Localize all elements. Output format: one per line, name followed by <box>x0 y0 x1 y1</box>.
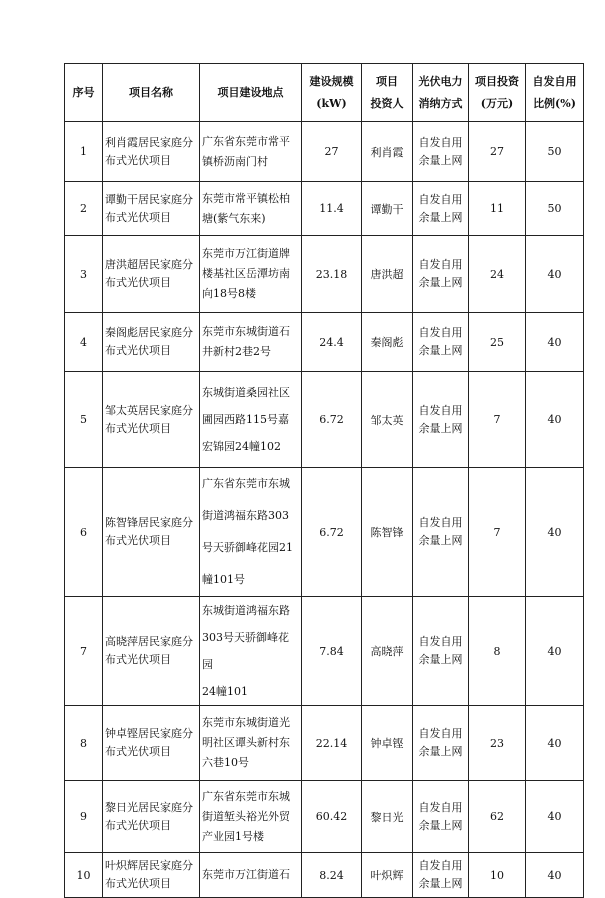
cell-location: 东城街道鸿福东路 303号天骄御峰花园 24幢101 <box>200 597 302 706</box>
cell-name: 邹太英居民家庭分 布式光伏项目 <box>103 372 200 468</box>
cell-seq: 4 <box>65 313 103 372</box>
cell-scale: 22.14 <box>302 706 362 781</box>
cell-investor: 黎日光 <box>362 781 413 853</box>
header-invest: 项目投资 (万元) <box>469 64 526 122</box>
header-row <box>65 64 584 122</box>
table-row <box>65 313 584 372</box>
cell-ratio: 40 <box>526 236 584 313</box>
header-name: 项目名称 <box>103 64 200 122</box>
cell-scale: 11.4 <box>302 182 362 236</box>
table-row <box>65 706 584 781</box>
cell-seq: 7 <box>65 597 103 706</box>
cell-scale: 7.84 <box>302 597 362 706</box>
cell-name: 叶炽辉居民家庭分 布式光伏项目 <box>103 853 200 898</box>
cell-invest: 8 <box>469 597 526 706</box>
cell-invest: 62 <box>469 781 526 853</box>
cell-ratio: 40 <box>526 372 584 468</box>
cell-name: 秦阁彪居民家庭分 布式光伏项目 <box>103 313 200 372</box>
cell-seq: 3 <box>65 236 103 313</box>
cell-location: 东莞市东城街道石 井新村2巷2号 <box>200 313 302 372</box>
cell-investor: 高晓萍 <box>362 597 413 706</box>
cell-invest: 23 <box>469 706 526 781</box>
cell-location: 广东省东莞市东城 街道堑头裕光外贸 产业园1号楼 <box>200 781 302 853</box>
cell-invest: 24 <box>469 236 526 313</box>
cell-investor: 陈智锋 <box>362 468 413 597</box>
header-investor: 项目 投资人 <box>362 64 413 122</box>
project-table <box>64 63 584 898</box>
cell-name: 唐洪超居民家庭分 布式光伏项目 <box>103 236 200 313</box>
cell-location: 广东省东莞市东城 街道鸿福东路303 号天骄御峰花园21 幢101号 <box>200 468 302 597</box>
cell-investor: 谭勤干 <box>362 182 413 236</box>
cell-seq: 5 <box>65 372 103 468</box>
cell-scale: 8.24 <box>302 853 362 898</box>
cell-seq: 9 <box>65 781 103 853</box>
table-row <box>65 122 584 182</box>
cell-invest: 11 <box>469 182 526 236</box>
cell-scale: 6.72 <box>302 468 362 597</box>
cell-name: 钟卓铿居民家庭分 布式光伏项目 <box>103 706 200 781</box>
cell-scale: 27 <box>302 122 362 182</box>
cell-location: 东城街道桑园社区 圃园西路115号嘉 宏锦园24幢102 <box>200 372 302 468</box>
header-location: 项目建设地点 <box>200 64 302 122</box>
cell-mode: 自发自用 余量上网 <box>413 372 469 468</box>
cell-name: 高晓萍居民家庭分 布式光伏项目 <box>103 597 200 706</box>
cell-scale: 6.72 <box>302 372 362 468</box>
cell-investor: 唐洪超 <box>362 236 413 313</box>
header-mode: 光伏电力 消纳方式 <box>413 64 469 122</box>
cell-ratio: 50 <box>526 182 584 236</box>
cell-name: 利肖霞居民家庭分 布式光伏项目 <box>103 122 200 182</box>
cell-mode: 自发自用 余量上网 <box>413 236 469 313</box>
cell-invest: 7 <box>469 372 526 468</box>
header-seq: 序号 <box>65 64 103 122</box>
cell-mode: 自发自用 余量上网 <box>413 468 469 597</box>
cell-ratio: 40 <box>526 781 584 853</box>
cell-name: 陈智锋居民家庭分 布式光伏项目 <box>103 468 200 597</box>
cell-mode: 自发自用 余量上网 <box>413 781 469 853</box>
cell-ratio: 40 <box>526 706 584 781</box>
cell-invest: 27 <box>469 122 526 182</box>
cell-investor: 利肖霞 <box>362 122 413 182</box>
cell-seq: 8 <box>65 706 103 781</box>
cell-scale: 24.4 <box>302 313 362 372</box>
table-row <box>65 236 584 313</box>
cell-location: 东莞市万江街道石 <box>200 853 302 898</box>
cell-mode: 自发自用 余量上网 <box>413 182 469 236</box>
cell-mode: 自发自用 余量上网 <box>413 313 469 372</box>
cell-mode: 自发自用 余量上网 <box>413 706 469 781</box>
table-row <box>65 468 584 597</box>
cell-invest: 25 <box>469 313 526 372</box>
cell-ratio: 40 <box>526 313 584 372</box>
cell-ratio: 40 <box>526 853 584 898</box>
cell-scale: 23.18 <box>302 236 362 313</box>
table-row <box>65 372 584 468</box>
cell-seq: 6 <box>65 468 103 597</box>
table-row <box>65 853 584 898</box>
cell-mode: 自发自用 余量上网 <box>413 122 469 182</box>
table-row <box>65 781 584 853</box>
cell-investor: 秦阁彪 <box>362 313 413 372</box>
table-row <box>65 182 584 236</box>
cell-seq: 2 <box>65 182 103 236</box>
cell-name: 黎日光居民家庭分 布式光伏项目 <box>103 781 200 853</box>
cell-location: 东莞市万江街道牌 楼基社区岳潭坊南 向18号8楼 <box>200 236 302 313</box>
cell-invest: 10 <box>469 853 526 898</box>
cell-scale: 60.42 <box>302 781 362 853</box>
header-ratio: 自发自用 比例(%) <box>526 64 584 122</box>
cell-seq: 10 <box>65 853 103 898</box>
cell-location: 东莞市东城街道光 明社区谭头新村东 六巷10号 <box>200 706 302 781</box>
cell-name: 谭勤干居民家庭分 布式光伏项目 <box>103 182 200 236</box>
cell-invest: 7 <box>469 468 526 597</box>
cell-mode: 自发自用 余量上网 <box>413 597 469 706</box>
cell-investor: 邹太英 <box>362 372 413 468</box>
cell-location: 广东省东莞市常平 镇桥沥南门村 <box>200 122 302 182</box>
cell-location: 东莞市常平镇松柏 塘(紫气东来) <box>200 182 302 236</box>
cell-ratio: 50 <box>526 122 584 182</box>
table-row <box>65 597 584 706</box>
cell-mode: 自发自用 余量上网 <box>413 853 469 898</box>
cell-ratio: 40 <box>526 597 584 706</box>
header-scale: 建设规模 (kW) <box>302 64 362 122</box>
cell-investor: 叶炽辉 <box>362 853 413 898</box>
cell-ratio: 40 <box>526 468 584 597</box>
cell-investor: 钟卓铿 <box>362 706 413 781</box>
cell-seq: 1 <box>65 122 103 182</box>
